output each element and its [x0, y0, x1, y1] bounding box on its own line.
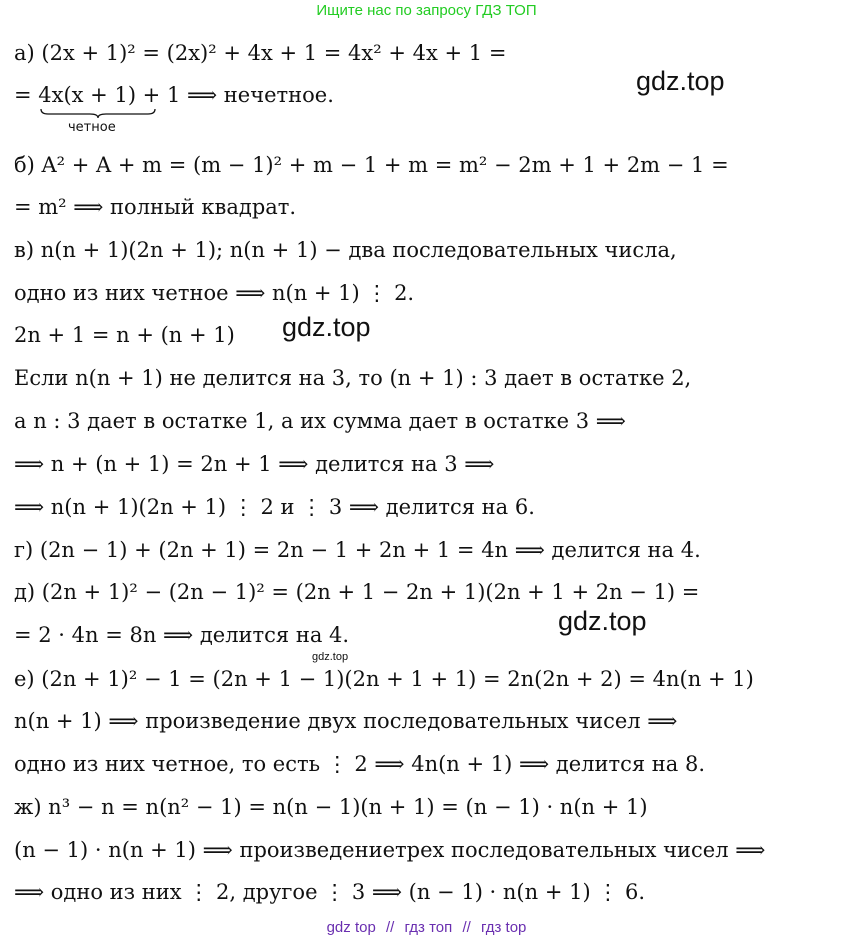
watermark: gdz.top [282, 312, 371, 342]
solution-line-g1: г) (2n − 1) + (2n + 1) = 2n − 1 + 2n + 1 = 4n ⟹ делится на 4. [14, 538, 701, 562]
solution-line-v1: в) n(n + 1)(2n + 1); n(n + 1) − два последовательных числа, [14, 238, 677, 262]
solution-line-d1: д) (2n + 1)² − (2n − 1)² = (2n + 1 − 2n + 1)(2n + 1 + 2n − 1) = [14, 580, 700, 604]
solution-line-a2: = 4x(x + 1) + 1 ⟹ нечетное. [14, 83, 334, 107]
solution-line-d2: = 2 · 4n = 8n ⟹ делится на 4. [14, 623, 350, 647]
footer-separator: // [385, 919, 395, 936]
solution-line-v3: 2n + 1 = n + (n + 1) [14, 323, 235, 347]
footer-links [0, 919, 853, 936]
underbrace [40, 108, 156, 118]
footer-separator: // [462, 919, 471, 936]
solution-line-zh3: ⟹ одно из них ⋮ 2, другое ⋮ 3 ⟹ (n − 1) · n(n + 1) ⋮ 6. [14, 880, 646, 904]
watermark: gdz.top [636, 66, 725, 96]
solution-line-zh1: ж) n³ − n = n(n² − 1) = n(n − 1)(n + 1) = (n − 1) · n(n + 1) [14, 795, 648, 819]
underbrace-label: четное [68, 120, 116, 135]
top-banner: Ищите нас по запросу ГДЗ ТОП [316, 2, 537, 19]
solution-line-zh2: (n − 1) · n(n + 1) ⟹ произведениетрех последовательных чисел ⟹ [14, 838, 766, 862]
solution-line-e2: n(n + 1) ⟹ произведение двух последовательных чисел ⟹ [14, 709, 678, 733]
solution-line-v5: а n : 3 дает в остатке 1, а их сумма дает в остатке 3 ⟹ [14, 409, 626, 433]
solution-line-a1: а) (2x + 1)² = (2x)² + 4x + 1 = 4x² + 4x + 1 = [14, 41, 507, 65]
solution-line-e1: е) (2n + 1)² − 1 = (2n + 1 − 1)(2n + 1 + 1) = 2n(2n + 2) = 4n(n + 1) [14, 667, 754, 691]
solution-line-v6: ⟹ n + (n + 1) = 2n + 1 ⟹ делится на 3 ⟹ [14, 452, 495, 476]
solution-line-e3: одно из них четное, то есть ⋮ 2 ⟹ 4n(n + 1) ⟹ делится на 8. [14, 752, 706, 776]
watermark-small: gdz.top [312, 651, 349, 663]
solution-line-b2: = m² ⟹ полный квадрат. [14, 195, 297, 219]
solution-line-v7: ⟹ n(n + 1)(2n + 1) ⋮ 2 и ⋮ 3 ⟹ делится на 6. [14, 495, 535, 519]
watermark: gdz.top [558, 606, 647, 636]
solution-line-v2: одно из них четное ⟹ n(n + 1) ⋮ 2. [14, 281, 415, 305]
footer-link[interactable]: gdz top [326, 919, 376, 936]
solution-line-b1: б) A² + A + m = (m − 1)² + m − 1 + m = m² − 2m + 1 + 2m − 1 = [14, 153, 729, 177]
footer-link[interactable]: гдз top [480, 919, 527, 936]
footer-link[interactable]: гдз топ [404, 919, 453, 936]
solution-line-v4: Если n(n + 1) не делится на 3, то (n + 1) : 3 дает в остатке 2, [14, 366, 692, 390]
